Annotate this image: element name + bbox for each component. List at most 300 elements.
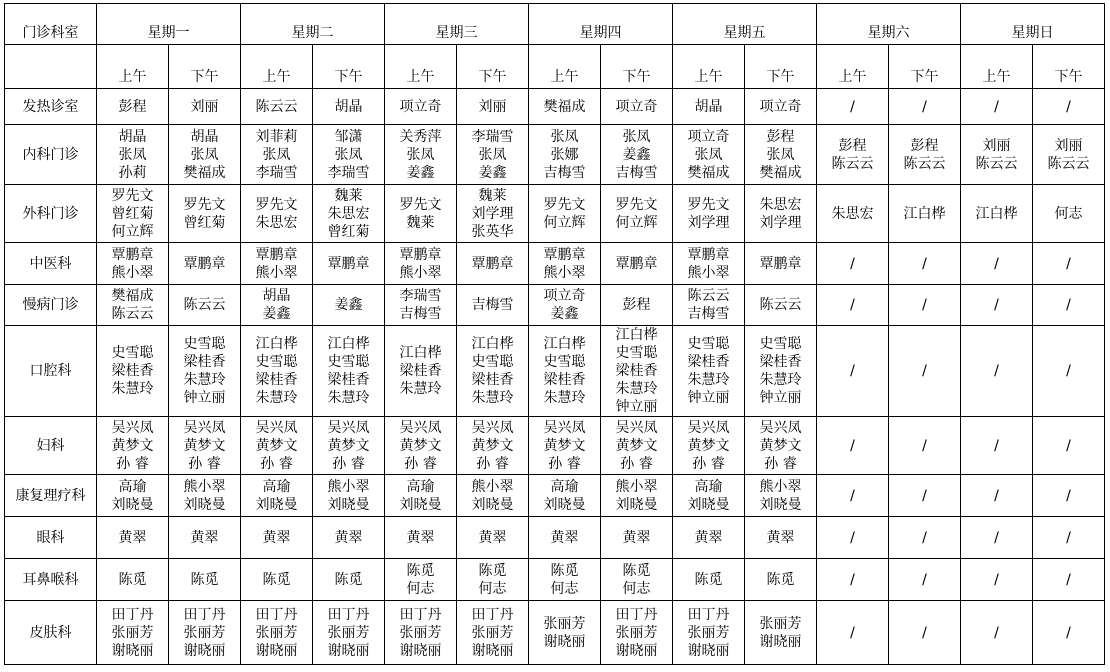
schedule-cell [97, 326, 169, 417]
schedule-cell [169, 243, 241, 285]
schedule-cell [1033, 285, 1105, 326]
doctor-name: 陈云云 [255, 98, 298, 115]
corner-header: 门诊科室 [5, 4, 97, 45]
doctor-name: 罗先文 [615, 196, 658, 213]
schedule-cell [97, 125, 169, 185]
schedule-cell [241, 285, 313, 326]
department-label: 妇科 [5, 417, 97, 475]
doctor-name: 覃鹏章 [183, 255, 226, 272]
doctor-name: / [922, 487, 927, 504]
schedule-cell [169, 326, 241, 417]
doctor-name: 陈云云 [831, 155, 874, 172]
doctor-name: 黄梦文 [471, 437, 514, 454]
doctor-name: 陈觅 [694, 571, 723, 588]
doctor-name: 谢晓丽 [759, 633, 802, 650]
schedule-body [5, 4, 1105, 665]
doctor-name: 陈觅 [118, 571, 147, 588]
schedule-cell [961, 517, 1033, 559]
doctor-name: 刘学理 [759, 214, 802, 231]
doctor-name: 田丁丹 [183, 606, 226, 623]
doctor-name: 刘晓曼 [111, 496, 154, 513]
schedule-cell [889, 89, 961, 125]
doctor-name: 陈云云 [111, 306, 154, 322]
doctor-name: 刘晓曼 [255, 496, 298, 513]
day-header-tue: 星期二 [241, 4, 385, 45]
doctor-name: 孙 睿 [692, 455, 725, 472]
department-label: 眼科 [5, 517, 97, 559]
schedule-cell [601, 89, 673, 125]
doctor-name: 张丽芳 [471, 624, 514, 641]
schedule-cell [961, 125, 1033, 185]
table-row [5, 417, 1105, 475]
schedule-cell [889, 517, 961, 559]
doctor-name: 曾红菊 [111, 205, 154, 222]
doctor-name: 黄翠 [478, 529, 507, 546]
doctor-name: 吴兴凤 [399, 419, 442, 436]
pm-header: 下午 [889, 45, 961, 89]
schedule-cell [961, 285, 1033, 326]
doctor-name: / [994, 624, 999, 641]
doctor-name: 陈觅 [550, 562, 579, 579]
doctor-name: 陈觅 [478, 562, 507, 579]
doctor-name: 魏莱 [334, 187, 363, 204]
schedule-cell [745, 125, 817, 185]
schedule-cell [961, 559, 1033, 601]
doctor-name: 史雪聪 [183, 336, 226, 352]
doctor-name: 梁桂香 [759, 354, 802, 370]
doctor-name: 熊小翠 [255, 264, 298, 281]
doctor-name: 罗先文 [183, 196, 226, 213]
schedule-cell [673, 601, 745, 665]
doctor-name: 项立奇 [399, 98, 442, 115]
doctor-name: 项立奇 [687, 128, 730, 145]
doctor-name: 史雪聪 [471, 354, 514, 370]
schedule-cell [97, 285, 169, 326]
day-header-sun: 星期日 [961, 4, 1105, 45]
doctor-name: 刘晓曼 [399, 496, 442, 513]
doctor-name: 孙 睿 [332, 455, 365, 472]
doctor-name: 樊福成 [759, 164, 802, 181]
doctor-name: 孙 睿 [188, 455, 221, 472]
schedule-cell [817, 475, 889, 517]
schedule-cell [817, 185, 889, 243]
doctor-name: 熊小翠 [759, 478, 802, 495]
schedule-cell [313, 559, 385, 601]
schedule-cell [673, 125, 745, 185]
doctor-name: 田丁丹 [327, 606, 370, 623]
schedule-cell [1033, 559, 1105, 601]
doctor-name: / [1066, 571, 1071, 588]
day-header-fri: 星期五 [673, 4, 817, 45]
doctor-name: 黄翠 [406, 529, 435, 546]
schedule-cell [673, 243, 745, 285]
doctor-name: 张丽芳 [615, 624, 658, 641]
schedule-cell [385, 517, 457, 559]
doctor-name: 吉梅雪 [615, 164, 658, 181]
schedule-cell [961, 243, 1033, 285]
doctor-name: 姜鑫 [478, 164, 507, 181]
schedule-cell [745, 559, 817, 601]
doctor-name: / [994, 297, 999, 313]
schedule-cell [889, 559, 961, 601]
doctor-name: 孙 睿 [620, 455, 653, 472]
doctor-name: 黄翠 [118, 529, 147, 546]
schedule-cell [457, 326, 529, 417]
schedule-cell [745, 326, 817, 417]
doctor-name: / [1066, 98, 1071, 115]
doctor-name: 张丽芳 [687, 624, 730, 641]
doctor-name: 钟立丽 [615, 399, 658, 415]
doctor-name: 陈觅 [766, 571, 795, 588]
doctor-name: 吉梅雪 [687, 306, 730, 322]
doctor-name: 何志 [550, 580, 579, 597]
schedule-cell [385, 89, 457, 125]
doctor-name: 谢晓丽 [327, 642, 370, 659]
department-label: 外科门诊 [5, 185, 97, 243]
am-header: 上午 [385, 45, 457, 89]
schedule-cell [169, 475, 241, 517]
doctor-name: 张丽芳 [759, 615, 802, 632]
doctor-name: 吴兴凤 [615, 419, 658, 436]
doctor-name: 吉梅雪 [471, 297, 514, 313]
doctor-name: 孙 睿 [476, 455, 509, 472]
doctor-name: 朱思宏 [255, 214, 298, 231]
schedule-cell [673, 326, 745, 417]
doctor-name: 朱慧玲 [255, 390, 298, 406]
doctor-name: 李瑞雪 [327, 164, 370, 181]
day-header-thu: 星期四 [529, 4, 673, 45]
doctor-name: 田丁丹 [687, 606, 730, 623]
doctor-name: 朱慧玲 [543, 390, 586, 406]
doctor-name: 谢晓丽 [687, 642, 730, 659]
doctor-name: 姜鑫 [622, 146, 651, 163]
doctor-name: 张凤 [694, 146, 723, 163]
schedule-cell [1033, 601, 1105, 665]
doctor-name: 何立辉 [615, 214, 658, 231]
doctor-name: 孙 睿 [548, 455, 581, 472]
doctor-name: 田丁丹 [615, 606, 658, 623]
doctor-name: / [850, 624, 855, 641]
schedule-cell [457, 475, 529, 517]
doctor-name: 曾红菊 [183, 214, 226, 231]
schedule-cell [169, 285, 241, 326]
schedule-cell [241, 326, 313, 417]
pm-header: 下午 [169, 45, 241, 89]
doctor-name: 田丁丹 [471, 606, 514, 623]
schedule-cell [1033, 326, 1105, 417]
schedule-cell [385, 243, 457, 285]
doctor-name: / [994, 571, 999, 588]
doctor-name: 孙莉 [118, 164, 147, 181]
doctor-name: 张丽芳 [255, 624, 298, 641]
schedule-cell [889, 326, 961, 417]
doctor-name: 覃鹏章 [687, 246, 730, 263]
schedule-cell [601, 475, 673, 517]
schedule-cell [601, 326, 673, 417]
doctor-name: 张凤 [190, 146, 219, 163]
doctor-name: / [1066, 624, 1071, 641]
doctor-name: 陈云云 [759, 297, 802, 313]
schedule-cell [529, 125, 601, 185]
doctor-name: 吴兴凤 [111, 419, 154, 436]
schedule-cell [601, 559, 673, 601]
doctor-name: 陈云云 [903, 155, 946, 172]
doctor-name: / [850, 529, 855, 546]
doctor-name: 熊小翠 [615, 478, 658, 495]
department-label: 发热诊室 [5, 89, 97, 125]
doctor-name: 刘学理 [471, 205, 514, 222]
doctor-name: 陈云云 [183, 297, 226, 313]
schedule-cell [313, 475, 385, 517]
doctor-name: 吴兴凤 [687, 419, 730, 436]
doctor-name: 史雪聪 [111, 345, 154, 361]
doctor-name: 田丁丹 [399, 606, 442, 623]
doctor-name: / [850, 571, 855, 588]
doctor-name: 张丽芳 [183, 624, 226, 641]
department-label: 内科门诊 [5, 125, 97, 185]
doctor-name: 高瑜 [118, 478, 147, 495]
schedule-cell [601, 185, 673, 243]
schedule-cell [313, 601, 385, 665]
pm-header: 下午 [1033, 45, 1105, 89]
doctor-name: 曾红菊 [327, 223, 370, 240]
day-header-mon: 星期一 [97, 4, 241, 45]
schedule-cell [601, 417, 673, 475]
doctor-name: 张凤 [118, 146, 147, 163]
doctor-name: 张凤 [334, 146, 363, 163]
schedule-cell [961, 417, 1033, 475]
doctor-name: 樊福成 [687, 164, 730, 181]
schedule-cell [457, 417, 529, 475]
doctor-name: 梁桂香 [183, 354, 226, 370]
table-row [5, 601, 1105, 665]
doctor-name: 吴兴凤 [759, 419, 802, 436]
schedule-cell [457, 125, 529, 185]
doctor-name: 梁桂香 [687, 354, 730, 370]
schedule-cell [529, 601, 601, 665]
doctor-name: / [1066, 437, 1071, 454]
doctor-name: 张丽芳 [327, 624, 370, 641]
am-header: 上午 [961, 45, 1033, 89]
doctor-name: 魏莱 [478, 187, 507, 204]
table-row [5, 517, 1105, 559]
doctor-name: 江白桦 [543, 336, 586, 352]
schedule-cell [889, 243, 961, 285]
schedule-cell [385, 417, 457, 475]
doctor-name: 高瑜 [550, 478, 579, 495]
pm-header: 下午 [313, 45, 385, 89]
doctor-name: 史雪聪 [543, 354, 586, 370]
doctor-name: 江白桦 [975, 205, 1018, 222]
doctor-name: 黄梦文 [543, 437, 586, 454]
doctor-name: 覃鹏章 [111, 246, 154, 263]
schedule-cell [169, 559, 241, 601]
doctor-name: 罗先文 [111, 187, 154, 204]
doctor-name: 孙 睿 [116, 455, 149, 472]
schedule-cell [385, 185, 457, 243]
doctor-name: 钟立丽 [687, 390, 730, 406]
schedule-cell [169, 185, 241, 243]
am-header: 上午 [97, 45, 169, 89]
doctor-name: / [994, 437, 999, 454]
schedule-cell [457, 285, 529, 326]
doctor-name: 樊福成 [543, 98, 586, 115]
doctor-name: 梁桂香 [471, 372, 514, 388]
doctor-name: 朱慧玲 [399, 381, 442, 397]
schedule-cell [745, 475, 817, 517]
schedule-cell [529, 559, 601, 601]
doctor-name: 朱思宏 [327, 205, 370, 222]
schedule-cell [1033, 185, 1105, 243]
schedule-cell [385, 559, 457, 601]
schedule-cell [601, 125, 673, 185]
schedule-cell [313, 89, 385, 125]
doctor-name: 覃鹏章 [327, 255, 370, 272]
schedule-cell [1033, 517, 1105, 559]
schedule-cell [385, 601, 457, 665]
doctor-name: 项立奇 [543, 288, 586, 304]
doctor-name: 朱慧玲 [111, 381, 154, 397]
schedule-cell [241, 185, 313, 243]
doctor-name: 史雪聪 [255, 354, 298, 370]
schedule-cell [817, 326, 889, 417]
schedule-cell [313, 285, 385, 326]
schedule-cell [457, 243, 529, 285]
doctor-name: / [850, 98, 855, 115]
schedule-cell [529, 517, 601, 559]
doctor-name: 罗先文 [399, 196, 442, 213]
doctor-name: 黄梦文 [111, 437, 154, 454]
schedule-cell [313, 326, 385, 417]
doctor-name: 谢晓丽 [255, 642, 298, 659]
schedule-cell [529, 89, 601, 125]
doctor-name: 刘丽 [1054, 137, 1083, 154]
schedule-cell [817, 517, 889, 559]
doctor-name: 胡晶 [262, 288, 291, 304]
doctor-name: 高瑜 [694, 478, 723, 495]
corner-blank [5, 45, 97, 89]
doctor-name: 关秀萍 [399, 128, 442, 145]
doctor-name: 吴兴凤 [327, 419, 370, 436]
doctor-name: 钟立丽 [759, 390, 802, 406]
table-row [5, 559, 1105, 601]
schedule-cell [457, 185, 529, 243]
doctor-name: 田丁丹 [111, 606, 154, 623]
doctor-name: 江白桦 [615, 327, 658, 343]
schedule-cell [889, 185, 961, 243]
doctor-name: 熊小翠 [543, 264, 586, 281]
doctor-name: 陈云云 [975, 155, 1018, 172]
doctor-name: 刘菲莉 [255, 128, 298, 145]
doctor-name: / [922, 98, 927, 115]
doctor-name: 刘学理 [687, 214, 730, 231]
doctor-name: 项立奇 [615, 98, 658, 115]
doctor-name: 刘晓曼 [759, 496, 802, 513]
schedule-cell [313, 417, 385, 475]
schedule-cell [97, 475, 169, 517]
doctor-name: 项立奇 [759, 98, 802, 115]
doctor-name: 熊小翠 [111, 264, 154, 281]
doctor-name: / [922, 529, 927, 546]
doctor-name: 刘晓曼 [471, 496, 514, 513]
doctor-name: 刘晓曼 [327, 496, 370, 513]
schedule-cell [97, 243, 169, 285]
table-row [5, 185, 1105, 243]
doctor-name: 史雪聪 [615, 345, 658, 361]
doctor-name: 罗先文 [543, 196, 586, 213]
doctor-name: 刘丽 [478, 98, 507, 115]
schedule-cell [961, 475, 1033, 517]
doctor-name: 刘晓曼 [615, 496, 658, 513]
doctor-name: 李瑞雪 [255, 164, 298, 181]
doctor-name: 谢晓丽 [399, 642, 442, 659]
schedule-cell [529, 185, 601, 243]
doctor-name: 谢晓丽 [471, 642, 514, 659]
doctor-name: 张凤 [406, 146, 435, 163]
doctor-name: 熊小翠 [399, 264, 442, 281]
doctor-name: 谢晓丽 [111, 642, 154, 659]
schedule-cell [241, 517, 313, 559]
clinic-schedule-table [4, 3, 1105, 665]
schedule-cell [601, 243, 673, 285]
schedule-cell [529, 417, 601, 475]
doctor-name: 张丽芳 [399, 624, 442, 641]
table-row [5, 243, 1105, 285]
doctor-name: 黄翠 [262, 529, 291, 546]
schedule-cell [385, 475, 457, 517]
doctor-name: 姜鑫 [550, 306, 579, 322]
schedule-cell [745, 517, 817, 559]
doctor-name: 孙 睿 [260, 455, 293, 472]
doctor-name: 陈云云 [687, 288, 730, 304]
doctor-name: 黄梦文 [183, 437, 226, 454]
schedule-cell [889, 475, 961, 517]
schedule-cell [529, 243, 601, 285]
department-label: 皮肤科 [5, 601, 97, 665]
doctor-name: 覃鹏章 [255, 246, 298, 263]
doctor-name: 何志 [478, 580, 507, 597]
schedule-cell [817, 89, 889, 125]
doctor-name: 江白桦 [399, 345, 442, 361]
doctor-name: 何立辉 [111, 223, 154, 240]
doctor-name: 胡晶 [694, 98, 723, 115]
doctor-name: 史雪聪 [327, 354, 370, 370]
schedule-cell [673, 285, 745, 326]
doctor-name: 彭程 [838, 137, 867, 154]
doctor-name: 张凤 [550, 128, 579, 145]
table-row [5, 89, 1105, 125]
doctor-name: 谢晓丽 [543, 633, 586, 650]
schedule-cell [169, 517, 241, 559]
doctor-name: 覃鹏章 [759, 255, 802, 272]
doctor-name: 李瑞雪 [471, 128, 514, 145]
doctor-name: 陈觅 [334, 571, 363, 588]
schedule-cell [673, 417, 745, 475]
doctor-name: 史雪聪 [687, 336, 730, 352]
schedule-cell [313, 185, 385, 243]
doctor-name: 江白桦 [327, 336, 370, 352]
doctor-name: / [994, 255, 999, 272]
doctor-name: 何立辉 [543, 214, 586, 231]
schedule-cell [313, 125, 385, 185]
doctor-name: 邹潇 [334, 128, 363, 145]
schedule-cell [313, 243, 385, 285]
doctor-name: / [1066, 487, 1071, 504]
doctor-name: / [922, 571, 927, 588]
doctor-name: 刘晓曼 [183, 496, 226, 513]
schedule-cell [601, 517, 673, 559]
doctor-name: / [922, 363, 927, 379]
